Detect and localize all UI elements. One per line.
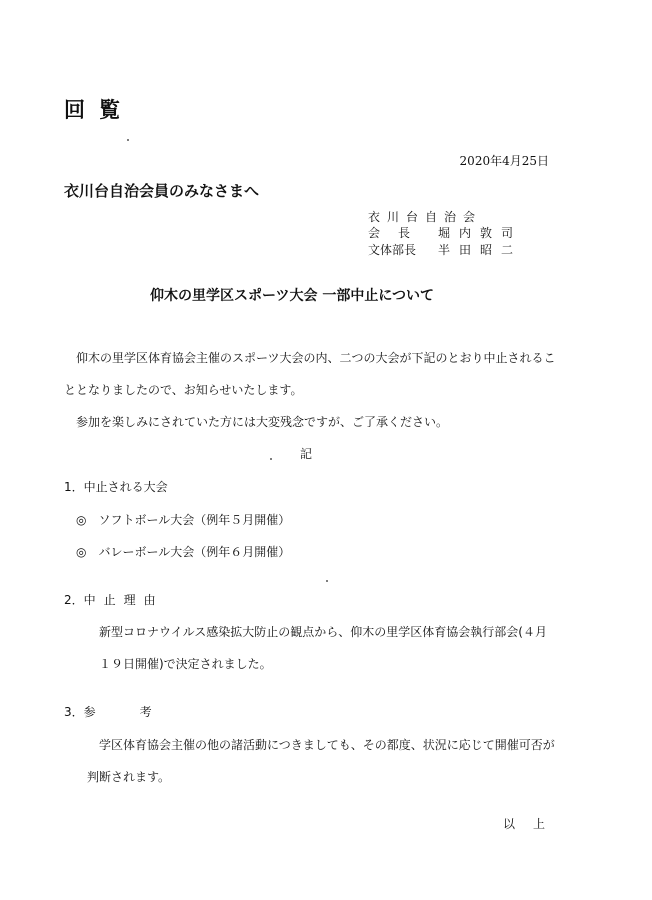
reason-line: 新型コロナウイルス感染拡大防止の観点から、仰木の里学区体育協会執行部会(４月 [99, 625, 547, 639]
reference-line: 学区体育協会主催の他の諸活動につきましても、その都度、状況に応じて開催可否が [99, 738, 555, 752]
body-paragraph-line: 参加を楽しみにされていた方には大変残念ですが、ご了承ください。 [76, 415, 449, 429]
section-number: 2． [64, 593, 84, 607]
scan-speck [270, 458, 272, 460]
cancelled-event-item: ◎ バレーボール大会（例年６月開催） [76, 545, 291, 559]
sender-organization: 衣川台自治会 [368, 210, 483, 224]
section-2-heading [64, 591, 164, 608]
circulation-heading: 回覧 [64, 98, 134, 122]
section-title: 中止理由 [83, 593, 164, 607]
sender-name: 堀内敦司 [438, 226, 523, 240]
reason-line: １９日開催)で決定されました。 [99, 657, 272, 671]
scan-speck [127, 139, 129, 141]
sender-name: 半田昭二 [438, 243, 523, 257]
ki-marker: 記 [300, 447, 313, 461]
document-title: 仰木の里学区スポーツ大会 一部中止について [150, 288, 435, 304]
cancelled-event-item: ◎ ソフトボール大会（例年５月開催） [76, 513, 291, 527]
scan-speck [326, 580, 328, 582]
addressee: 衣川台自治会員のみなさまへ [64, 182, 260, 200]
section-title: 参考 [83, 705, 196, 719]
section-1-heading: 1．中止される大会 [64, 480, 168, 494]
closing-mark: 以上 [503, 817, 564, 831]
sender-line-chairman [368, 224, 548, 241]
reference-line: 判断されます。 [87, 770, 171, 784]
section-3-heading [64, 703, 196, 720]
sender-role: 会長 [368, 226, 429, 240]
body-paragraph-line: ととなりましたので、お知らせいたします。 [64, 383, 303, 397]
section-number: 3． [64, 705, 84, 719]
document-date: 2020年4月25日 [459, 154, 549, 168]
body-paragraph-line: 仰木の里学区体育協会主催のスポーツ大会の内、二つの大会が下記のとおり中止されるこ [76, 351, 556, 365]
sender-role: 文体部長 [368, 243, 417, 257]
sender-line-culture-head [368, 241, 548, 258]
